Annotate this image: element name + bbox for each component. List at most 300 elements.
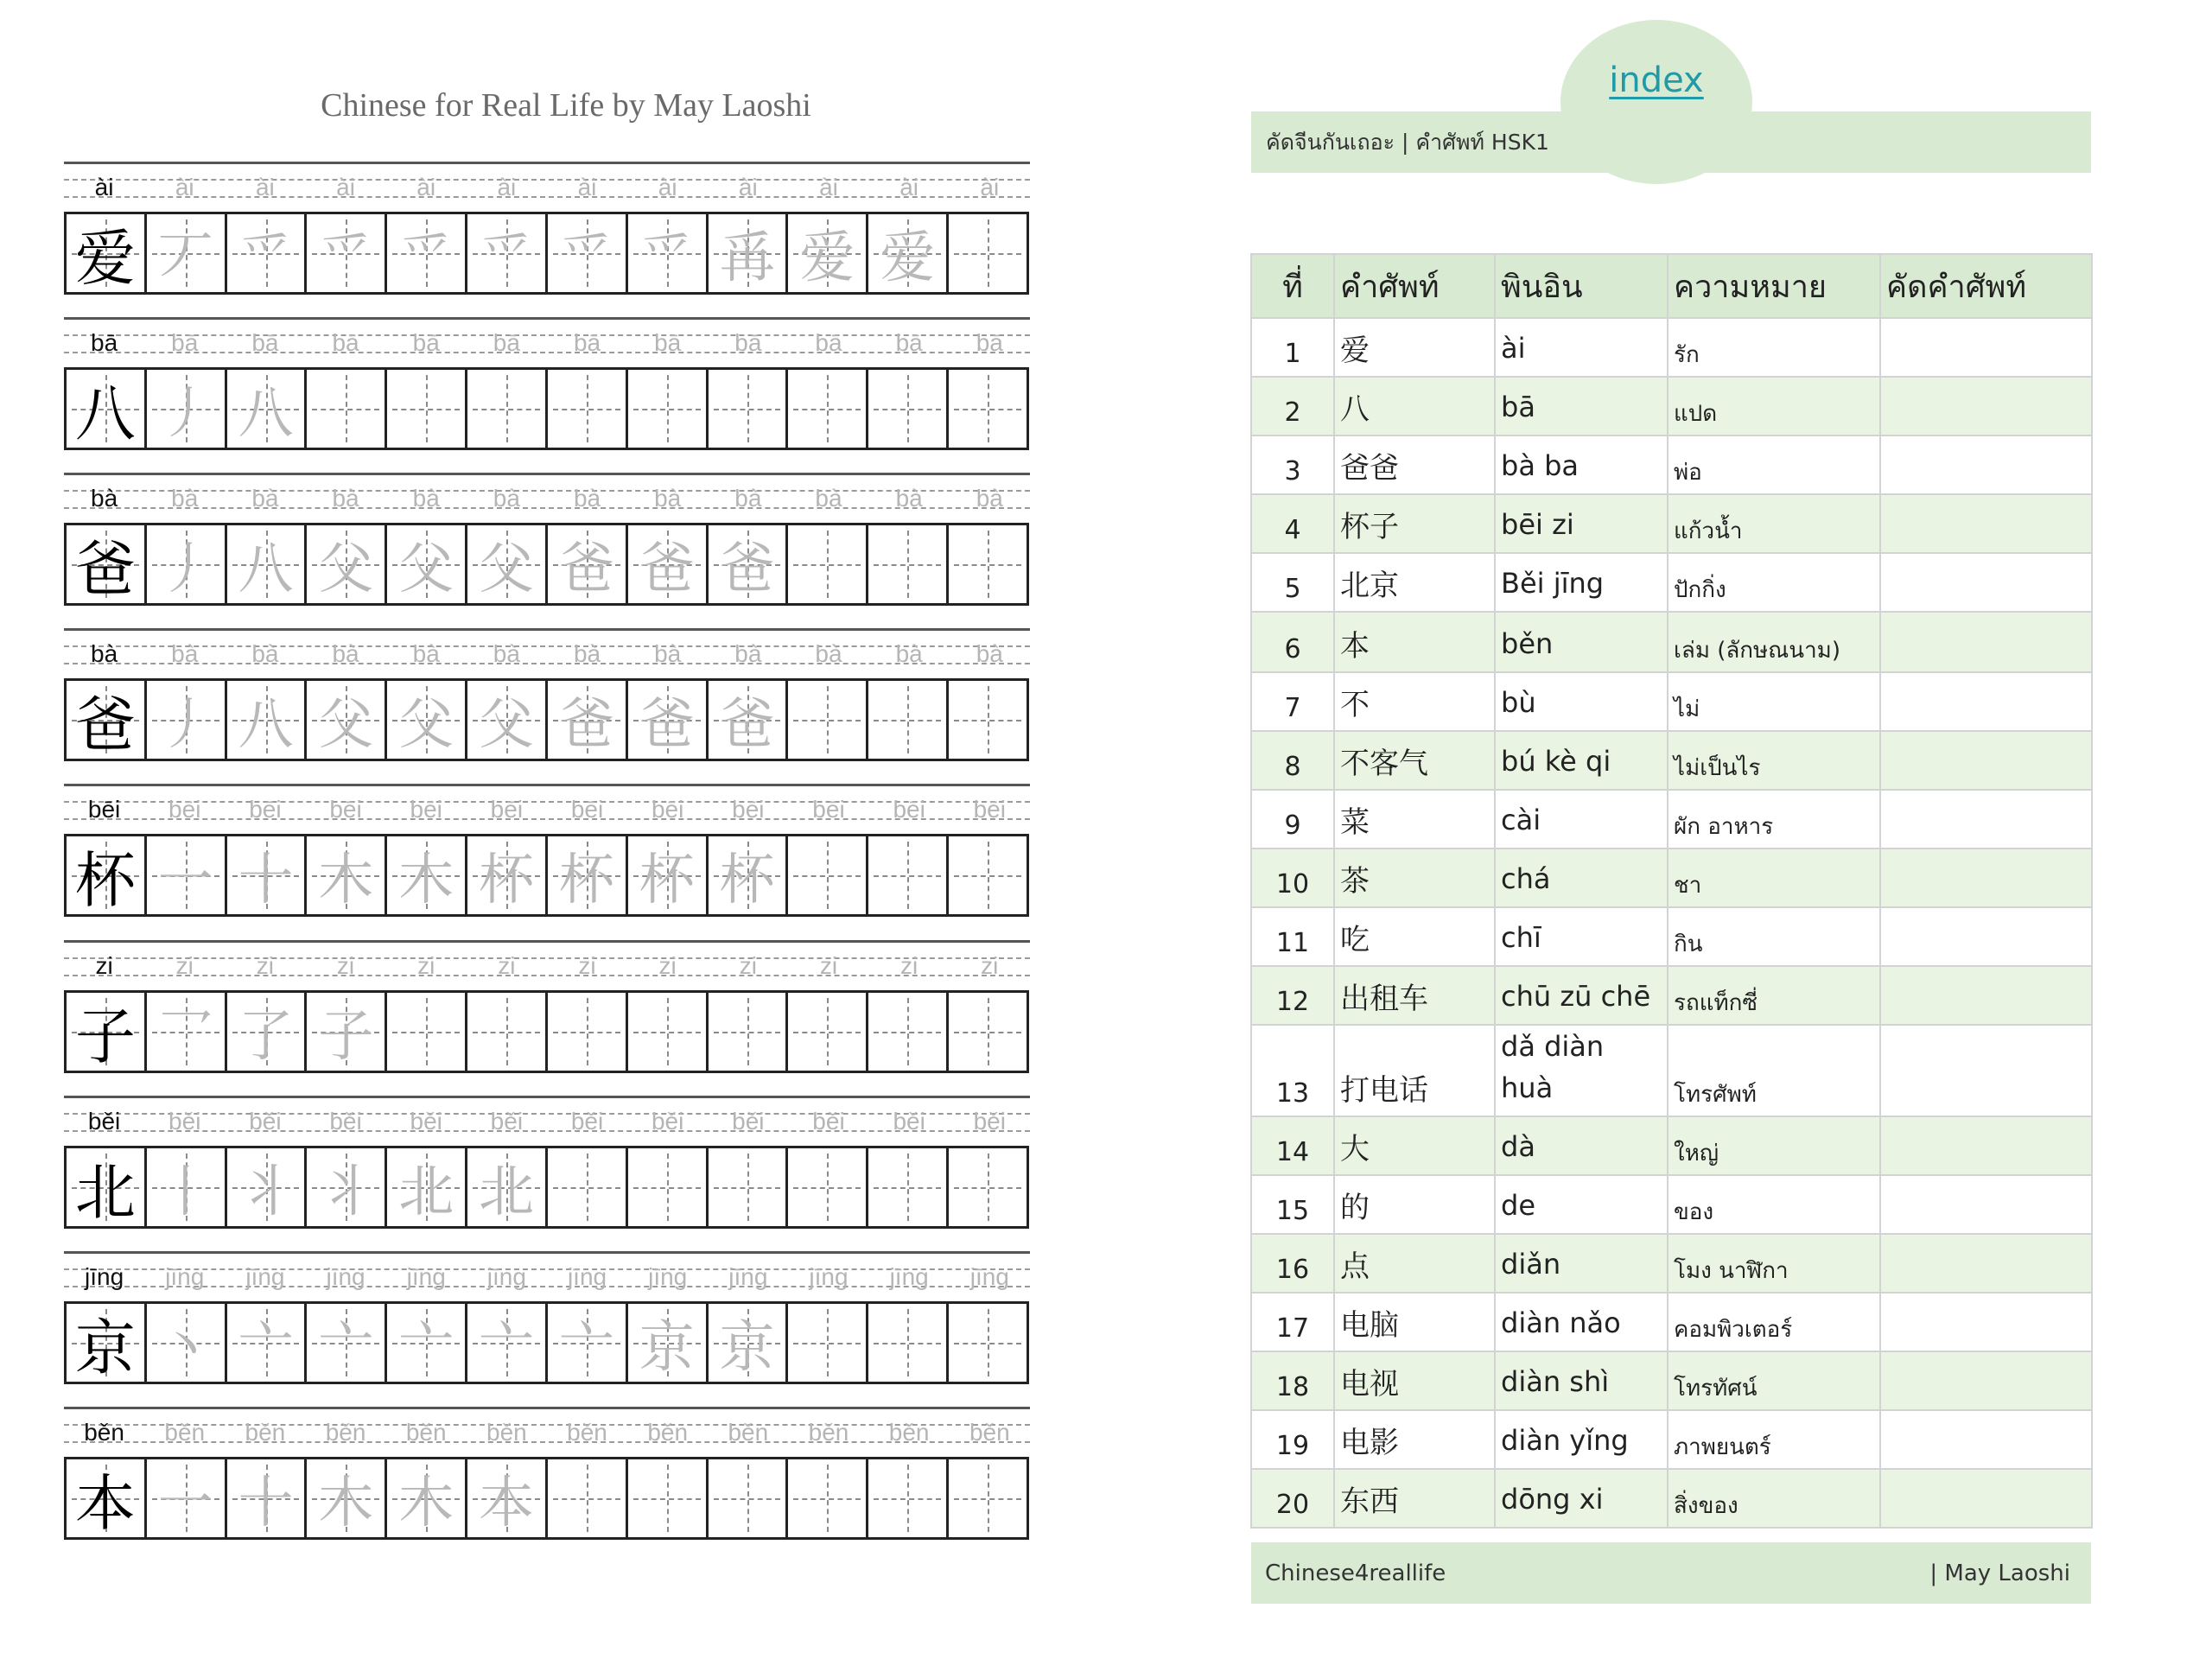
row-number: 14 (1251, 1116, 1334, 1175)
table-row (1251, 672, 2092, 731)
stroke-step (949, 370, 1027, 448)
word-cell: 爱 (1334, 318, 1495, 377)
practice-cell[interactable] (304, 1459, 385, 1537)
stroke-step: 爫 (318, 226, 374, 290)
practice-cell[interactable] (706, 993, 786, 1071)
practice-cell[interactable] (304, 836, 385, 914)
pinyin-cell: dōng xi (1495, 1469, 1668, 1528)
table-row (1251, 849, 2092, 907)
practice-cell[interactable] (1880, 435, 2092, 494)
pinyin-cell: Běi jīng (1495, 553, 1668, 612)
practice-cell[interactable] (385, 1304, 465, 1382)
pinyin-cell: dà (1495, 1116, 1668, 1175)
pinyin-trace: zi (417, 952, 435, 979)
pinyin-trace: jīng (326, 1263, 365, 1290)
practice-cell[interactable] (144, 1148, 225, 1226)
practice-cell[interactable] (706, 836, 786, 914)
pinyin-trace: bà (734, 640, 762, 667)
stroke-step: 爸 (558, 537, 614, 601)
table-row (1251, 1410, 2092, 1469)
word-cell: 大 (1334, 1116, 1495, 1175)
practice-cell[interactable] (144, 1459, 225, 1537)
stroke-step: 父 (479, 537, 535, 601)
practice-cell[interactable] (144, 836, 225, 914)
practice-cell[interactable] (706, 214, 786, 292)
stroke-step (788, 681, 866, 759)
practice-cell[interactable] (706, 1304, 786, 1382)
practice-cell[interactable] (385, 1148, 465, 1226)
practice-cell[interactable] (144, 1304, 225, 1382)
practice-cell[interactable] (785, 1459, 866, 1537)
practice-block (64, 162, 1030, 317)
practice-cell[interactable] (545, 1304, 626, 1382)
practice-cell[interactable] (304, 1148, 385, 1226)
practice-cell[interactable] (225, 370, 305, 448)
practice-cell[interactable] (225, 1148, 305, 1226)
practice-cell[interactable] (545, 836, 626, 914)
practice-cell[interactable] (866, 1304, 946, 1382)
practice-cell[interactable] (144, 525, 225, 603)
stroke-step: 爸 (558, 693, 614, 757)
practice-cell[interactable] (626, 836, 706, 914)
practice-cell[interactable] (545, 525, 626, 603)
row-number: 1 (1251, 318, 1334, 377)
pinyin-trace: ài (497, 174, 517, 200)
practice-cell[interactable] (304, 214, 385, 292)
practice-cell[interactable] (225, 836, 305, 914)
pinyin-trace: jīng (245, 1263, 285, 1290)
index-link[interactable]: index (1609, 60, 1704, 100)
stroke-step (868, 1148, 946, 1226)
pinyin-trace: běn (405, 1419, 447, 1446)
practice-cell[interactable] (946, 1148, 1027, 1226)
pinyin-model: bēi (87, 796, 121, 823)
practice-cell[interactable] (1880, 1293, 2092, 1351)
stroke-step: 木 (398, 1471, 454, 1535)
practice-cell[interactable] (304, 681, 385, 759)
practice-cell[interactable] (866, 214, 946, 292)
stroke-step (788, 993, 866, 1071)
practice-cell[interactable] (785, 836, 866, 914)
pinyin-trace: jīng (728, 1263, 768, 1290)
row-number: 15 (1251, 1175, 1334, 1234)
stroke-step: 京 (719, 1316, 775, 1380)
practice-cell[interactable] (1880, 318, 2092, 377)
practice-block (64, 940, 1030, 1096)
pinyin-trace: běn (808, 1419, 849, 1446)
pinyin-trace: bā (654, 329, 682, 356)
stroke-step (307, 370, 385, 448)
stroke-step (868, 370, 946, 448)
stroke-step: 本 (479, 1471, 535, 1535)
practice-cell[interactable] (946, 214, 1027, 292)
row-number: 18 (1251, 1351, 1334, 1410)
practice-cell[interactable] (785, 1304, 866, 1382)
pinyin-trace: bà (734, 485, 762, 512)
stroke-step: 京 (639, 1316, 695, 1380)
practice-cell[interactable] (866, 836, 946, 914)
practice-cell[interactable] (1880, 1351, 2092, 1410)
pinyin-trace: bà (412, 640, 440, 667)
table-row (1251, 1351, 2092, 1410)
stroke-step (868, 525, 946, 603)
practice-cell[interactable] (225, 993, 305, 1071)
stroke-step: 亠 (558, 1316, 614, 1380)
practice-cell[interactable] (866, 1459, 946, 1537)
pinyin-trace: zi (498, 952, 516, 979)
meaning-cell: สิ่งของ (1668, 1469, 1880, 1528)
pinyin-row (64, 796, 1030, 823)
practice-cell[interactable] (545, 1459, 626, 1537)
stroke-step (949, 1304, 1027, 1382)
practice-cell[interactable] (385, 525, 465, 603)
pinyin-trace: bà (171, 640, 199, 667)
practice-cell[interactable] (866, 681, 946, 759)
pinyin-cell: diǎn (1495, 1234, 1668, 1293)
stroke-step (709, 993, 786, 1071)
practice-cell[interactable] (1880, 612, 2092, 672)
practice-cell[interactable] (946, 525, 1027, 603)
practice-block (64, 1407, 1030, 1562)
practice-cell[interactable] (706, 1148, 786, 1226)
practice-cell[interactable] (785, 370, 866, 448)
model-character: 爸 (74, 689, 136, 760)
stroke-step: 杯 (479, 849, 535, 912)
practice-cell[interactable] (1880, 731, 2092, 790)
practice-cell[interactable] (225, 681, 305, 759)
practice-cell[interactable] (465, 370, 545, 448)
writing-grid (64, 212, 1029, 295)
stroke-step (709, 370, 786, 448)
table-row (1251, 907, 2092, 966)
stroke-step (949, 214, 1027, 292)
practice-cell[interactable] (1880, 790, 2092, 849)
table-row (1251, 318, 2092, 377)
pinyin-trace: bà (412, 485, 440, 512)
practice-cell[interactable] (465, 525, 545, 603)
stroke-step (868, 681, 946, 759)
practice-cell[interactable] (304, 525, 385, 603)
practice-cell[interactable] (1880, 377, 2092, 435)
word-cell: 电视 (1334, 1351, 1495, 1410)
meaning-cell: ใหญ่ (1668, 1116, 1880, 1175)
word-cell: 八 (1334, 377, 1495, 435)
row-number: 11 (1251, 907, 1334, 966)
table-row (1251, 1293, 2092, 1351)
practice-cell[interactable] (1880, 1410, 2092, 1469)
pinyin-trace: bēi (893, 796, 925, 823)
model-character-cell (64, 1459, 144, 1537)
stroke-step (868, 1304, 946, 1382)
pinyin-trace: běn (969, 1419, 1010, 1446)
stroke-step (788, 836, 866, 914)
word-cell: 电脑 (1334, 1293, 1495, 1351)
stroke-step: 丿 (157, 382, 213, 446)
practice-cell[interactable] (626, 1459, 706, 1537)
table-row (1251, 790, 2092, 849)
stroke-step: 父 (398, 537, 454, 601)
word-cell: 点 (1334, 1234, 1495, 1293)
stroke-step: 十 (238, 1471, 294, 1535)
practice-cell[interactable] (946, 836, 1027, 914)
stroke-step: 杯 (639, 849, 695, 912)
pinyin-row (64, 329, 1030, 357)
table-row (1251, 435, 2092, 494)
practice-cell[interactable] (545, 214, 626, 292)
stroke-step (788, 1148, 866, 1226)
practice-cell[interactable] (626, 370, 706, 448)
practice-cell[interactable] (385, 214, 465, 292)
row-number: 17 (1251, 1293, 1334, 1351)
practice-cell[interactable] (545, 370, 626, 448)
meaning-cell: รถแท็กซี่ (1668, 966, 1880, 1025)
practice-cell[interactable] (465, 681, 545, 759)
practice-cell[interactable] (626, 993, 706, 1071)
practice-cell[interactable] (465, 1148, 545, 1226)
pinyin-trace: jīng (969, 1263, 1009, 1290)
practice-cell[interactable] (304, 370, 385, 448)
footer-left: Chinese4reallife (1265, 1560, 1446, 1586)
stroke-step: 丆 (157, 226, 213, 290)
practice-cell[interactable] (1880, 672, 2092, 731)
pinyin-cell: bā (1495, 377, 1668, 435)
stroke-step: 亠 (318, 1316, 374, 1380)
practice-cell[interactable] (706, 370, 786, 448)
header-band (1251, 111, 2091, 173)
practice-cell[interactable] (465, 836, 545, 914)
practice-cell[interactable] (706, 1459, 786, 1537)
practice-cell[interactable] (785, 1148, 866, 1226)
practice-cell[interactable] (785, 214, 866, 292)
stroke-step: 丿 (157, 537, 213, 601)
practice-cell[interactable] (946, 993, 1027, 1071)
stroke-step (788, 525, 866, 603)
practice-cell[interactable] (385, 993, 465, 1071)
pinyin-cell: ài (1495, 318, 1668, 377)
pinyin-trace: zi (336, 952, 355, 979)
stroke-step: 父 (479, 693, 535, 757)
row-number: 4 (1251, 494, 1334, 553)
pinyin-trace: bà (895, 485, 923, 512)
practice-cell[interactable] (946, 1459, 1027, 1537)
pinyin-trace: běi (570, 1108, 604, 1135)
practice-cell[interactable] (946, 370, 1027, 448)
stroke-step: 乛 (157, 1005, 213, 1069)
pinyin-cell: diàn yǐng (1495, 1410, 1668, 1469)
practice-cell[interactable] (385, 681, 465, 759)
stroke-step (788, 1459, 866, 1537)
practice-cell[interactable] (1880, 907, 2092, 966)
pinyin-trace: bà (654, 485, 682, 512)
footer-right: | May Laoshi (1929, 1560, 2070, 1586)
model-character: 北 (74, 1156, 136, 1228)
practice-cell[interactable] (785, 993, 866, 1071)
pinyin-row (64, 1419, 1030, 1446)
practice-cell[interactable] (545, 993, 626, 1071)
practice-cell[interactable] (465, 214, 545, 292)
practice-cell[interactable] (626, 214, 706, 292)
pinyin-trace: běi (168, 1108, 201, 1135)
pinyin-row (64, 485, 1030, 512)
practice-cell[interactable] (225, 214, 305, 292)
row-number: 3 (1251, 435, 1334, 494)
pinyin-cell: chī (1495, 907, 1668, 966)
practice-cell[interactable] (1880, 966, 2092, 1025)
pinyin-trace: bà (573, 640, 601, 667)
pinyin-trace: bēi (973, 796, 1006, 823)
pinyin-cell: běn (1495, 612, 1668, 672)
pinyin-trace: ài (899, 174, 919, 200)
practice-cell[interactable] (545, 681, 626, 759)
practice-cell[interactable] (144, 681, 225, 759)
practice-cell[interactable] (1880, 1234, 2092, 1293)
practice-cell[interactable] (385, 370, 465, 448)
pinyin-trace: ài (658, 174, 677, 200)
footer-band (1251, 1542, 2091, 1604)
practice-cell[interactable] (225, 1459, 305, 1537)
table-header-row (1251, 254, 2092, 318)
stroke-step: 了 (238, 1005, 294, 1069)
practice-cell[interactable] (144, 370, 225, 448)
word-cell: 打电话 (1334, 1025, 1495, 1116)
practice-cell[interactable] (1880, 1175, 2092, 1234)
practice-cell[interactable] (385, 836, 465, 914)
meaning-cell: ไม่เป็นไร (1668, 731, 1880, 790)
practice-cell[interactable] (465, 1459, 545, 1537)
pinyin-model: bà (91, 485, 118, 512)
practice-cell[interactable] (785, 525, 866, 603)
practice-cell[interactable] (465, 1304, 545, 1382)
stroke-step: 丶 (157, 1316, 213, 1380)
stroke-step: 八 (238, 382, 294, 446)
stroke-step: 丬 (238, 1160, 294, 1224)
row-number: 20 (1251, 1469, 1334, 1528)
meaning-cell: กิน (1668, 907, 1880, 966)
stroke-step: 亠 (479, 1316, 535, 1380)
model-character: 京 (74, 1312, 136, 1383)
stroke-step: 丬 (318, 1160, 374, 1224)
practice-cell[interactable] (866, 993, 946, 1071)
stroke-step: 木 (398, 849, 454, 912)
stroke-step: 爸 (639, 693, 695, 757)
pinyin-trace: bā (171, 329, 199, 356)
practice-cell[interactable] (785, 681, 866, 759)
word-cell: 出租车 (1334, 966, 1495, 1025)
practice-cell[interactable] (946, 1304, 1027, 1382)
model-character-cell (64, 993, 144, 1071)
pinyin-trace: bēi (570, 796, 604, 823)
pinyin-trace: bēi (168, 796, 201, 823)
practice-cell[interactable] (144, 993, 225, 1071)
pinyin-trace: bēi (732, 796, 765, 823)
stroke-step (949, 993, 1027, 1071)
stroke-step (548, 370, 626, 448)
practice-cell[interactable] (1880, 1116, 2092, 1175)
practice-cell[interactable] (626, 1304, 706, 1382)
pinyin-trace: bà (251, 640, 279, 667)
practice-cell[interactable] (1880, 1025, 2092, 1116)
divider (64, 317, 1030, 320)
practice-cell[interactable] (304, 1304, 385, 1382)
meaning-cell: ของ (1668, 1175, 1880, 1234)
practice-cell[interactable] (1880, 553, 2092, 612)
pinyin-trace: ài (738, 174, 758, 200)
meaning-cell: เล่ม (ลักษณนาม) (1668, 612, 1880, 672)
practice-cell[interactable] (946, 681, 1027, 759)
practice-cell[interactable] (866, 1148, 946, 1226)
pinyin-trace: běi (249, 1108, 282, 1135)
row-number: 10 (1251, 849, 1334, 907)
practice-cell[interactable] (1880, 1469, 2092, 1528)
practice-cell[interactable] (866, 370, 946, 448)
stroke-step: 北 (398, 1160, 454, 1224)
practice-cell[interactable] (225, 525, 305, 603)
row-number: 5 (1251, 553, 1334, 612)
writing-grid (64, 1457, 1029, 1540)
pinyin-trace: bēi (410, 796, 442, 823)
practice-cell[interactable] (1880, 849, 2092, 907)
model-character: 爸 (74, 533, 136, 605)
stroke-step (949, 836, 1027, 914)
vocab-table (1250, 253, 2093, 1529)
practice-cell[interactable] (144, 214, 225, 292)
practice-block (64, 317, 1030, 473)
stroke-step (387, 370, 465, 448)
practice-cell[interactable] (465, 993, 545, 1071)
pinyin-cell: bú kè qi (1495, 731, 1668, 790)
writing-grid (64, 367, 1029, 450)
practice-cell[interactable] (866, 525, 946, 603)
stroke-step (949, 525, 1027, 603)
practice-cell[interactable] (545, 1148, 626, 1226)
pinyin-model: bà (91, 640, 118, 667)
row-number: 6 (1251, 612, 1334, 672)
pinyin-row (64, 1108, 1030, 1135)
stroke-step (949, 681, 1027, 759)
stroke-step: 丿 (157, 693, 213, 757)
practice-cell[interactable] (706, 525, 786, 603)
practice-cell[interactable] (626, 681, 706, 759)
practice-cell[interactable] (626, 525, 706, 603)
pinyin-model: běn (84, 1419, 124, 1446)
pinyin-trace: běn (888, 1419, 930, 1446)
pinyin-model: běi (87, 1108, 121, 1135)
meaning-cell: คอมพิวเตอร์ (1668, 1293, 1880, 1351)
pinyin-trace: běi (893, 1108, 925, 1135)
divider (64, 1251, 1030, 1254)
pinyin-trace: bà (171, 485, 199, 512)
pinyin-trace: bā (332, 329, 359, 356)
pinyin-trace: bà (815, 640, 842, 667)
stroke-step: 木 (318, 849, 374, 912)
practice-cell[interactable] (706, 681, 786, 759)
pinyin-trace: jīng (406, 1263, 446, 1290)
stroke-step (788, 370, 866, 448)
writing-grid (64, 523, 1029, 606)
practice-cell[interactable] (1880, 494, 2092, 553)
pinyin-trace: zi (981, 952, 999, 979)
pinyin-trace: bà (493, 485, 520, 512)
pinyin-trace: bà (976, 640, 1003, 667)
practice-cell[interactable] (626, 1148, 706, 1226)
practice-cell[interactable] (304, 993, 385, 1071)
model-character-cell (64, 1304, 144, 1382)
practice-cell[interactable] (225, 1304, 305, 1382)
practice-cell[interactable] (385, 1459, 465, 1537)
stroke-step (628, 1459, 706, 1537)
pinyin-trace: běn (728, 1419, 769, 1446)
word-cell: 爸爸 (1334, 435, 1495, 494)
